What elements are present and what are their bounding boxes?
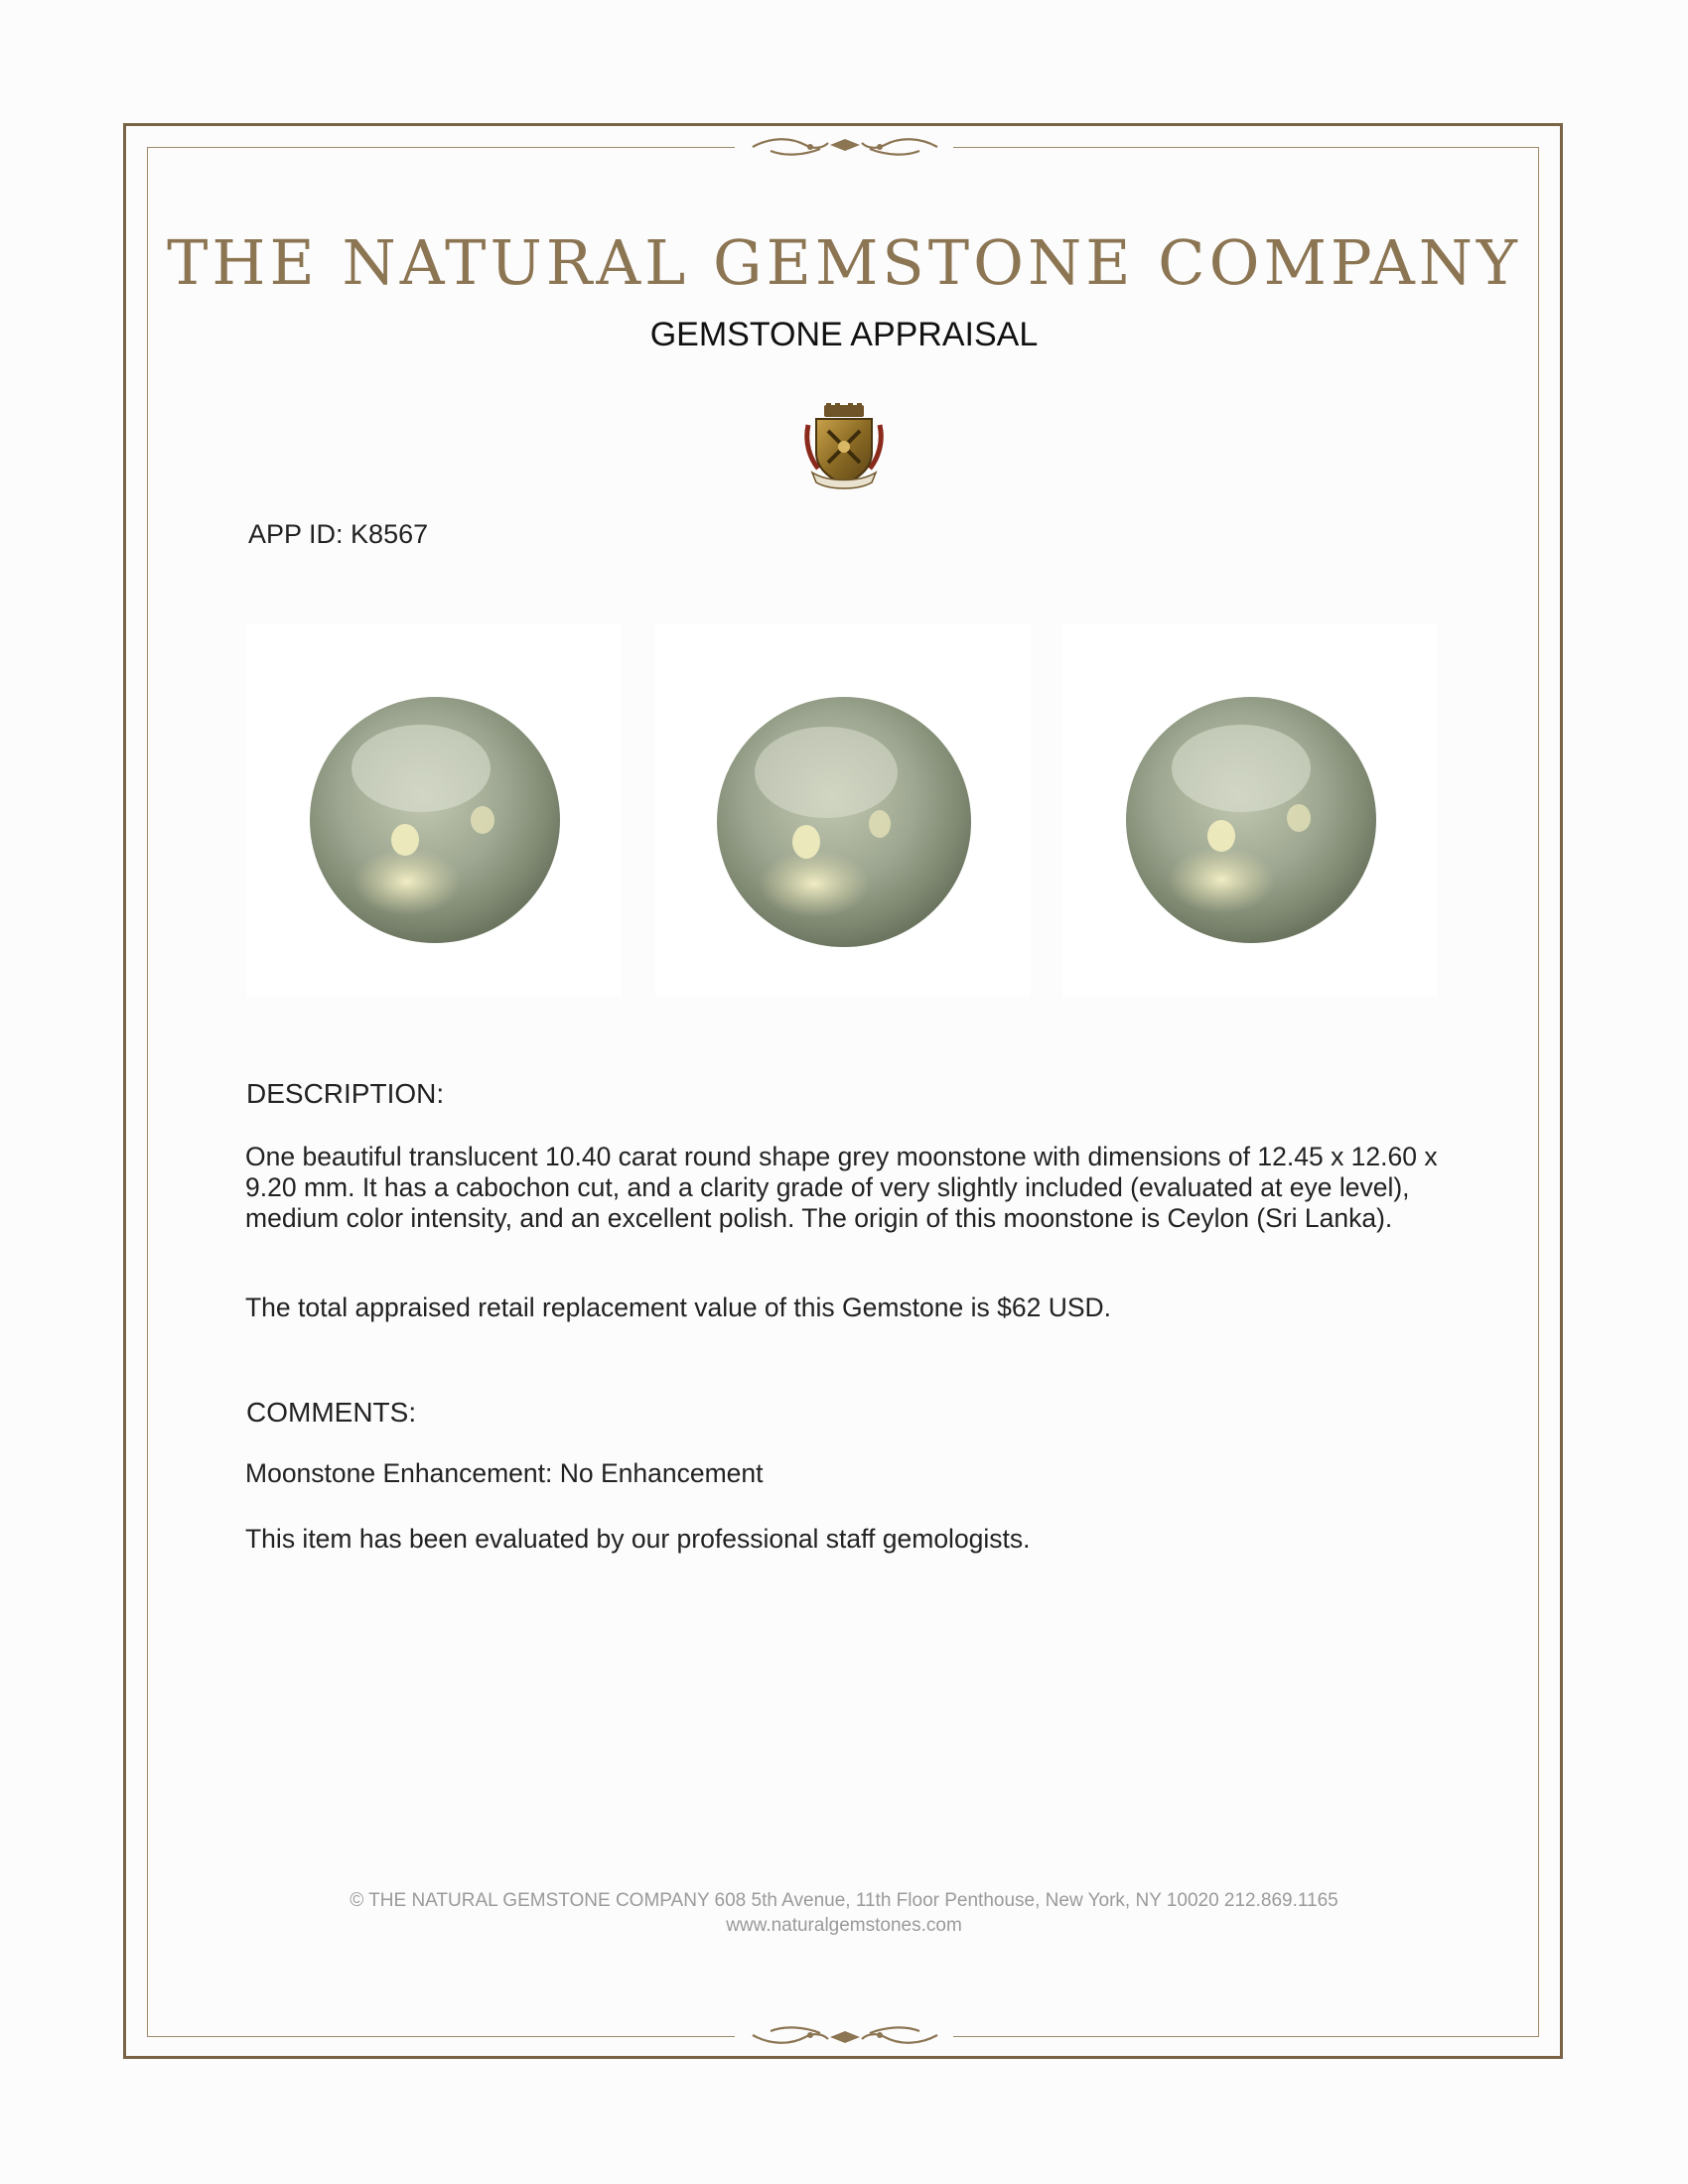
description-heading: DESCRIPTION:: [246, 1078, 445, 1109]
footer-address: © THE NATURAL GEMSTONE COMPANY 608 5th Avenue, 11th Floor Penthouse, New York, NY 10020 212.869.1165: [350, 1890, 1338, 1911]
app-id: APP ID: K8567: [248, 519, 429, 549]
evaluation-text: This item has been evaluated by our professional staff gemologists.: [245, 1524, 1031, 1554]
bottom-scroll-ornament-icon: [751, 2021, 939, 2049]
crest-logo-icon: [802, 403, 886, 492]
appraised-value-text: The total appraised retail replacement value of this Gemstone is $62 USD.: [245, 1293, 1112, 1322]
document-title: GEMSTONE APPRAISAL: [649, 316, 1039, 353]
comments-heading: COMMENTS:: [246, 1397, 417, 1428]
top-scroll-ornament-icon: [751, 133, 939, 161]
gemstone-photo-3: [1062, 623, 1438, 997]
gemstone-photo-1: [246, 623, 622, 997]
company-name: THE NATURAL GEMSTONE COMPANY: [167, 226, 1521, 299]
gemstone-photo-2: [655, 623, 1031, 997]
description-text: One beautiful translucent 10.40 carat round shape grey moonstone with dimensions of 12.45 x 12.60 x 9.20 mm. It has a cabochon cut, and a clarity grade of very slightly included (evaluated at eye level), medium color intensity, and an excellent polish. The origin of this moonstone is Ceylon (Sri Lanka).: [245, 1142, 1438, 1233]
enhancement-text: Moonstone Enhancement: No Enhancement: [245, 1458, 764, 1488]
footer-website: www.naturalgemstones.com: [726, 1915, 962, 1936]
